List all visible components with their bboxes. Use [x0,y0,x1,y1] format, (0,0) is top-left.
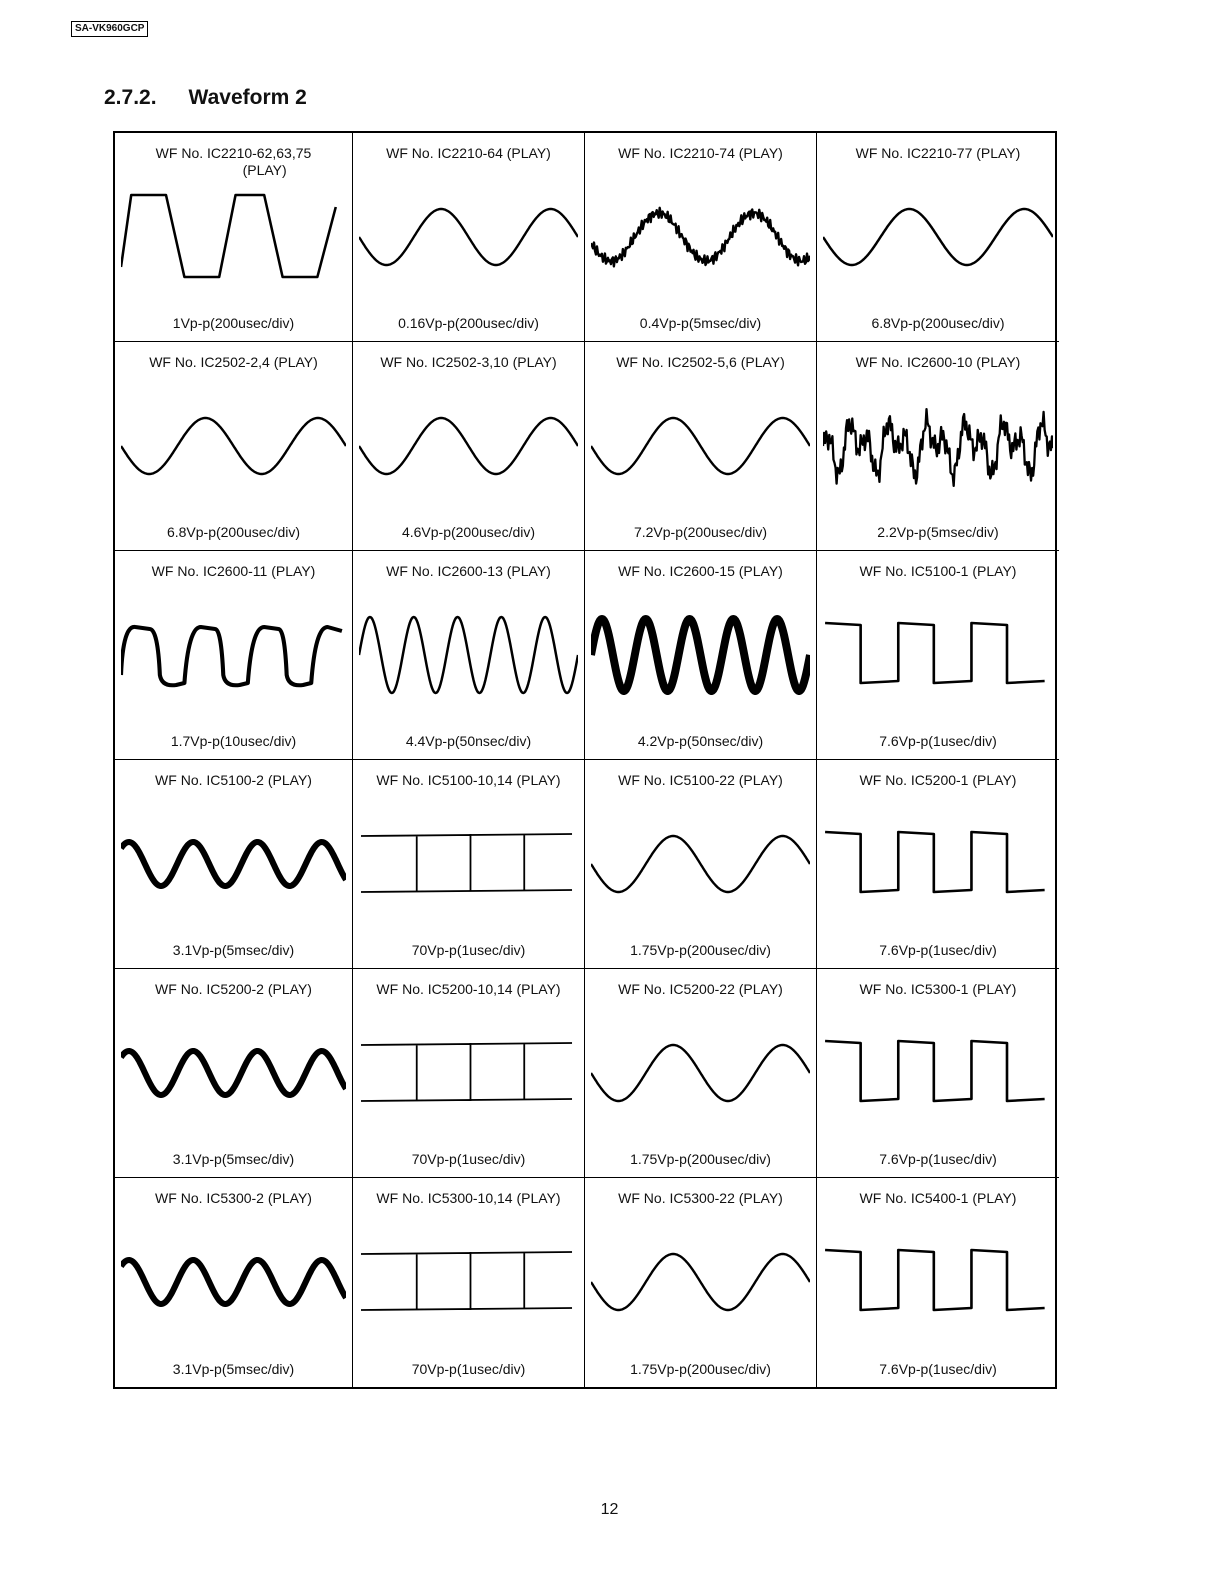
waveform-trace [823,1232,1053,1332]
waveform-title: WF No. IC2502-2,4 (PLAY) [149,354,318,370]
waveform-trace [591,1232,810,1332]
waveform-cell [817,1178,1059,1387]
waveform-scale: 1.75Vp-p(200usec/div) [630,942,771,958]
waveform-trace [121,187,346,287]
waveform-path [121,1260,346,1304]
waveform-cell [353,969,585,1178]
waveform-scale: 4.6Vp-p(200usec/div) [401,524,536,540]
waveform-cell [585,342,817,551]
waveform-scale: 7.6Vp-p(1usec/div) [879,1151,997,1167]
waveform-scale: 0.16Vp-p(200usec/div) [398,315,539,331]
waveform-path [823,409,1053,486]
waveform-path [121,195,336,277]
waveform-trace [823,814,1053,914]
waveform-path [825,1041,1045,1101]
waveform-scale: 1.75Vp-p(200usec/div) [630,1361,771,1377]
waveform-cell [817,760,1059,969]
waveform-trace [121,1232,346,1332]
page-number: 12 [600,1501,619,1518]
waveform-path [825,1250,1045,1310]
waveform-path [823,209,1053,265]
waveform-path [591,1254,810,1310]
waveform-title: WF No. IC5100-10,14 (PLAY) [376,772,561,788]
waveform-title: WF No. IC5200-22 (PLAY) [618,981,783,997]
waveform-path [591,836,810,892]
waveform-title: WF No. IC5400-1 (PLAY) [859,1190,1017,1206]
waveform-table [113,131,1057,1389]
waveform-trace [823,396,1053,496]
waveform-cell [353,760,585,969]
waveform-cell [585,551,817,760]
waveform-scale: 1Vp-p(200usec/div) [172,315,295,331]
waveform-cell [353,133,585,342]
waveform-path [591,1045,810,1101]
section-title: Waveform 2 [188,86,307,109]
waveform-cell [585,760,817,969]
waveform-scale: 4.4Vp-p(50nsec/div) [405,733,532,749]
waveform-title: WF No. IC5200-10,14 (PLAY) [376,981,561,997]
waveform-trace [591,1023,810,1123]
waveform-scale: 7.6Vp-p(1usec/div) [879,733,997,749]
waveform-title: WF No. IC5300-10,14 (PLAY) [376,1190,561,1206]
waveform-title: WF No. IC2600-10 (PLAY) [855,354,1021,370]
waveform-cell [353,1178,585,1387]
model-tag: SA-VK960GCP [71,21,148,37]
waveform-path [361,1043,572,1101]
waveform-title: WF No. IC2502-3,10 (PLAY) [380,354,557,370]
waveform-path [359,209,578,265]
waveform-path [591,619,810,691]
waveform-title: WF No. IC2210-74 (PLAY) [618,145,783,161]
waveform-scale: 0.4Vp-p(5msec/div) [639,315,762,331]
waveform-title: WF No. IC5200-1 (PLAY) [859,772,1017,788]
waveform-scale: 6.8Vp-p(200usec/div) [166,524,301,540]
waveform-cell [115,760,353,969]
waveform-title: WF No. IC5100-22 (PLAY) [618,772,783,788]
waveform-title: WF No. IC5200-2 (PLAY) [155,981,312,997]
waveform-scale: 7.2Vp-p(200usec/div) [633,524,768,540]
waveform-path [121,1051,346,1095]
waveform-title: WF No. IC5300-1 (PLAY) [859,981,1017,997]
waveform-scale: 3.1Vp-p(5msec/div) [172,1151,295,1167]
waveform-trace [359,1023,578,1123]
waveform-title: WF No. IC2210-77 (PLAY) [855,145,1021,161]
waveform-cell [115,969,353,1178]
waveform-trace [591,396,810,496]
waveform-title: WF No. IC5100-2 (PLAY) [155,772,312,788]
waveform-cell [353,551,585,760]
waveform-cell [817,969,1059,1178]
waveform-trace [823,605,1053,705]
waveform-trace [121,396,346,496]
waveform-cell [115,133,353,342]
waveform-path [825,832,1045,892]
waveform-path [359,418,578,474]
waveform-trace [591,814,810,914]
waveform-trace [359,1232,578,1332]
waveform-scale: 7.6Vp-p(1usec/div) [879,942,997,958]
waveform-scale: 1.7Vp-p(10usec/div) [170,733,297,749]
waveform-trace [359,396,578,496]
waveform-cell [817,133,1059,342]
waveform-cell [817,342,1059,551]
waveform-scale: 3.1Vp-p(5msec/div) [172,1361,295,1377]
waveform-path [121,842,346,886]
waveform-title: WF No. IC5300-22 (PLAY) [618,1190,783,1206]
section-number: 2.7.2. [104,86,157,109]
waveform-trace [823,187,1053,287]
waveform-title: WF No. IC5100-1 (PLAY) [859,563,1017,579]
waveform-path [121,418,346,474]
waveform-cell [115,551,353,760]
waveform-trace [359,187,578,287]
waveform-trace [823,1023,1053,1123]
waveform-path [361,834,572,892]
waveform-trace [591,605,810,705]
waveform-trace [359,814,578,914]
waveform-cell [115,342,353,551]
waveform-scale: 7.6Vp-p(1usec/div) [879,1361,997,1377]
waveform-scale: 6.8Vp-p(200usec/div) [871,315,1005,331]
waveform-path [361,1252,572,1310]
waveform-cell [353,342,585,551]
waveform-cell [585,1178,817,1387]
waveform-scale: 4.2Vp-p(50nsec/div) [637,733,764,749]
waveform-title: WF No. IC2502-5,6 (PLAY) [616,354,785,370]
waveform-title: WF No. IC2600-15 (PLAY) [618,563,783,579]
waveform-cell [817,551,1059,760]
waveform-scale: 70Vp-p(1usec/div) [411,1361,526,1377]
waveform-trace [359,605,578,705]
waveform-trace [121,605,346,705]
waveform-cell [585,969,817,1178]
waveform-cell [585,133,817,342]
waveform-scale: 2.2Vp-p(5msec/div) [877,524,999,540]
waveform-scale: 3.1Vp-p(5msec/div) [172,942,295,958]
waveform-trace [591,187,810,287]
waveform-path [591,208,810,267]
waveform-cell [115,1178,353,1387]
waveform-scale: 70Vp-p(1usec/div) [411,1151,526,1167]
waveform-path [825,623,1045,683]
waveform-trace [121,814,346,914]
waveform-path [359,617,578,693]
waveform-title: WF No. IC2600-11 (PLAY) [151,563,316,579]
waveform-path [591,418,810,474]
waveform-title: WF No. IC5300-2 (PLAY) [155,1190,312,1206]
waveform-title: WF No. IC2210-64 (PLAY) [386,145,551,161]
waveform-path [121,627,342,685]
waveform-scale: 1.75Vp-p(200usec/div) [630,1151,771,1167]
waveform-title: WF No. IC2210-62,63,75 (PLAY) [155,145,312,178]
waveform-scale: 70Vp-p(1usec/div) [411,942,526,958]
waveform-trace [121,1023,346,1123]
section-heading [104,86,307,110]
waveform-title: WF No. IC2600-13 (PLAY) [386,563,551,579]
